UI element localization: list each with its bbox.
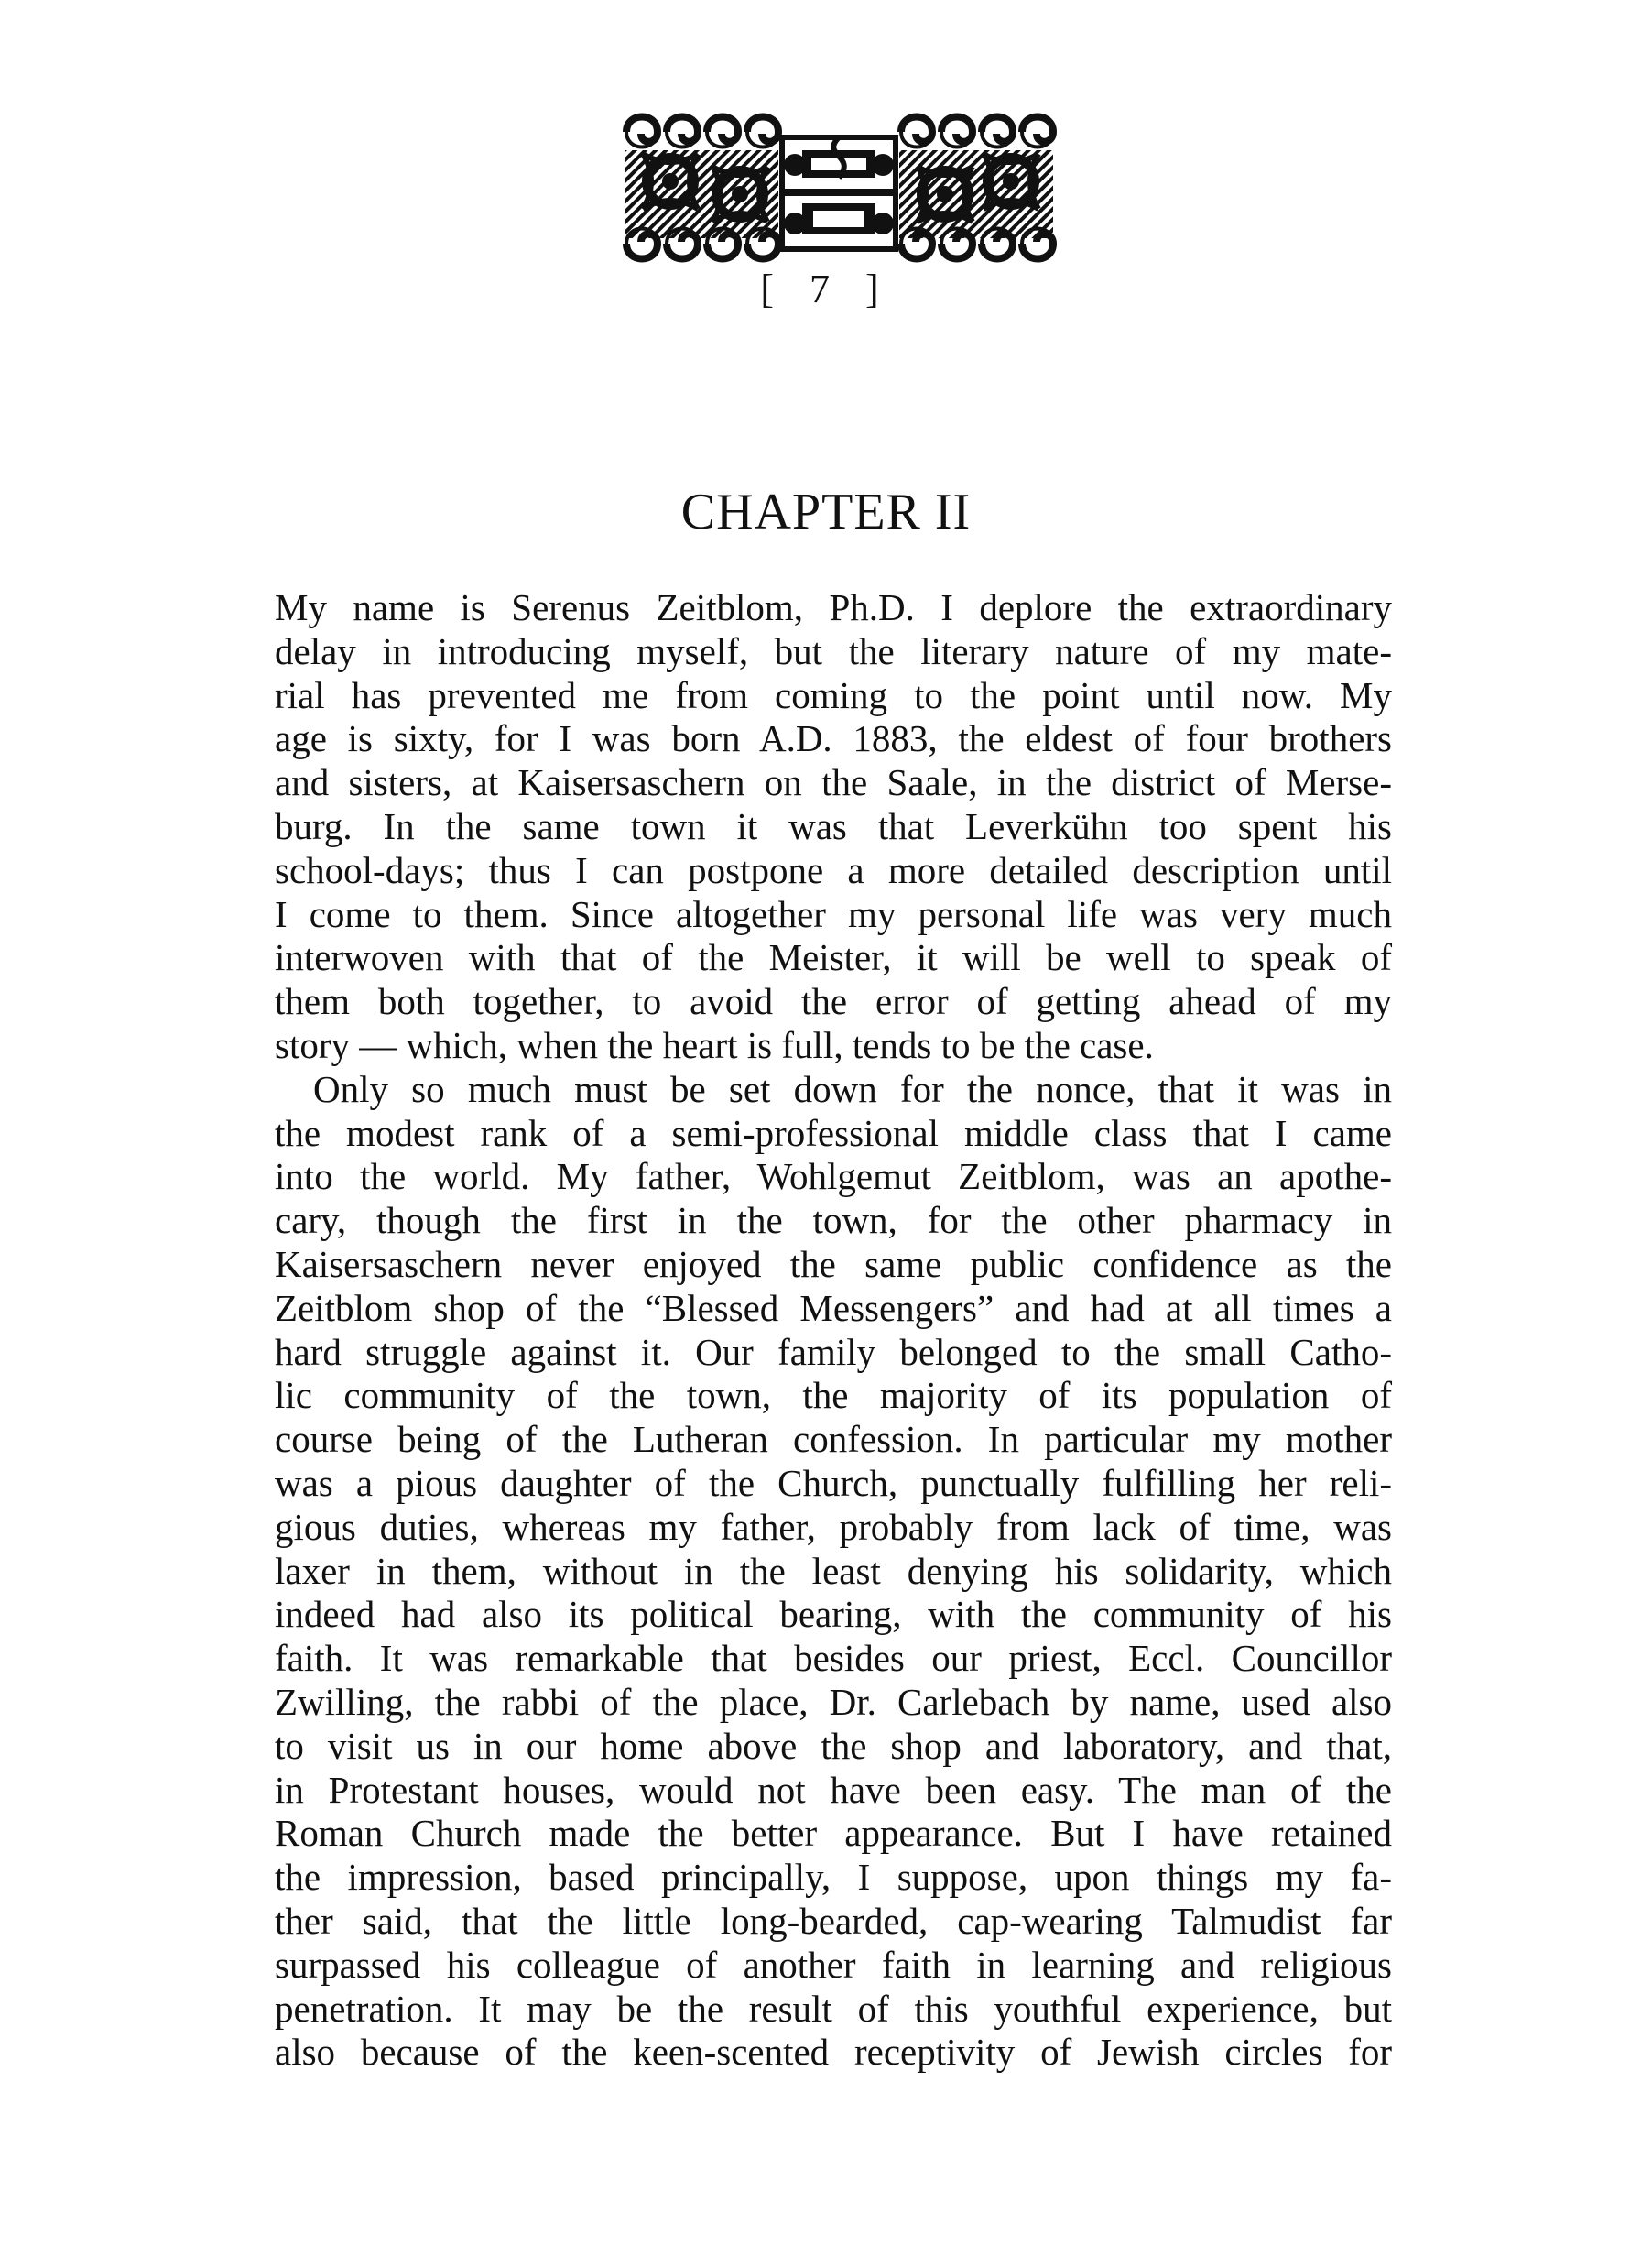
text-line: them both together, to avoid the error of getting ahead of my [275,980,1392,1023]
text-line: burg. In the same town it was that Leverkühn too spent his [275,804,1392,847]
text-line: Only so much must be set down for the nonce, that it was in [313,1067,1392,1110]
text-line: course being of the Lutheran confession. In particular my mother [275,1418,1392,1461]
text-line: also because of the keen-scented receptivity of Jewish circles for [275,2031,1392,2074]
text-line: surpassed his colleague of another faith in learning and religious [275,1943,1392,1986]
text-line: into the world. My father, Wohlgemut Zeitblom, was an apothe- [275,1155,1392,1198]
text-line: school-days; thus I can postpone a more detailed description until [275,848,1392,891]
text-line: the modest rank of a semi-professional middle class that I came [275,1111,1392,1154]
text-line: in Protestant houses, would not have been easy. The man of the [275,1768,1392,1811]
text-line: the impression, based principally, I suppose, upon things my fa- [275,1856,1392,1899]
text-line: lic community of the town, the majority of its population of [275,1374,1392,1417]
text-line: Zeitblom shop of the “Blessed Messengers” and had at all times a [275,1286,1392,1329]
text-line: penetration. It may be the result of this youthful experience, but [275,1987,1392,2030]
text-line: story — which, when the heart is full, tends to be the case. [275,1023,1154,1066]
text-line: interwoven with that of the Meister, it will be well to speak of [275,936,1392,979]
paragraph-2 [275,1068,1392,2075]
text-line: was a pious daughter of the Church, punctually fulfilling her reli- [275,1461,1392,1504]
text-line: gious duties, whereas my father, probably from lack of time, was [275,1505,1392,1548]
text-line: cary, though the first in the town, for the other pharmacy in [275,1199,1392,1242]
text-line: hard struggle against it. Our family belonged to the small Catho- [275,1330,1392,1373]
text-line: rial has prevented me from coming to the point until now. My [275,673,1392,716]
text-line: indeed had also its political bearing, with the community of his [275,1593,1392,1636]
text-line: My name is Serenus Zeitblom, Ph.D. I deplore the extraordinary [275,586,1392,628]
text-line: Zwilling, the rabbi of the place, Dr. Carlebach by name, used also [275,1680,1392,1723]
text-line: age is sixty, for I was born A.D. 1883, the eldest of four brothers [275,717,1392,760]
text-line: and sisters, at Kaisersaschern on the Saale, in the district of Merse- [275,761,1392,804]
text-line: I come to them. Since altogether my personal life was very much [275,892,1392,935]
text-line: faith. It was remarkable that besides our priest, Eccl. Councillor [275,1637,1392,1680]
paragraph-1 [275,586,1392,1068]
chapter-title: CHAPTER II [680,484,972,540]
decorative-headpiece-ornament [621,110,1057,266]
text-line: Roman Church made the better appearance. But I have retained [275,1812,1392,1855]
text-line: delay in introducing myself, but the literary nature of my mate- [275,629,1392,672]
text-line: laxer in them, without in the least denying his solidarity, which [275,1549,1392,1592]
body-text [275,586,1392,2075]
text-line: Kaisersaschern never enjoyed the same public confidence as the [275,1242,1392,1285]
text-line: ther said, that the little long-bearded, cap-wearing Talmudist far [275,1899,1392,1942]
text-line: to visit us in our home above the shop and laboratory, and that, [275,1724,1392,1767]
page-number: [ 7 ] [760,267,892,311]
